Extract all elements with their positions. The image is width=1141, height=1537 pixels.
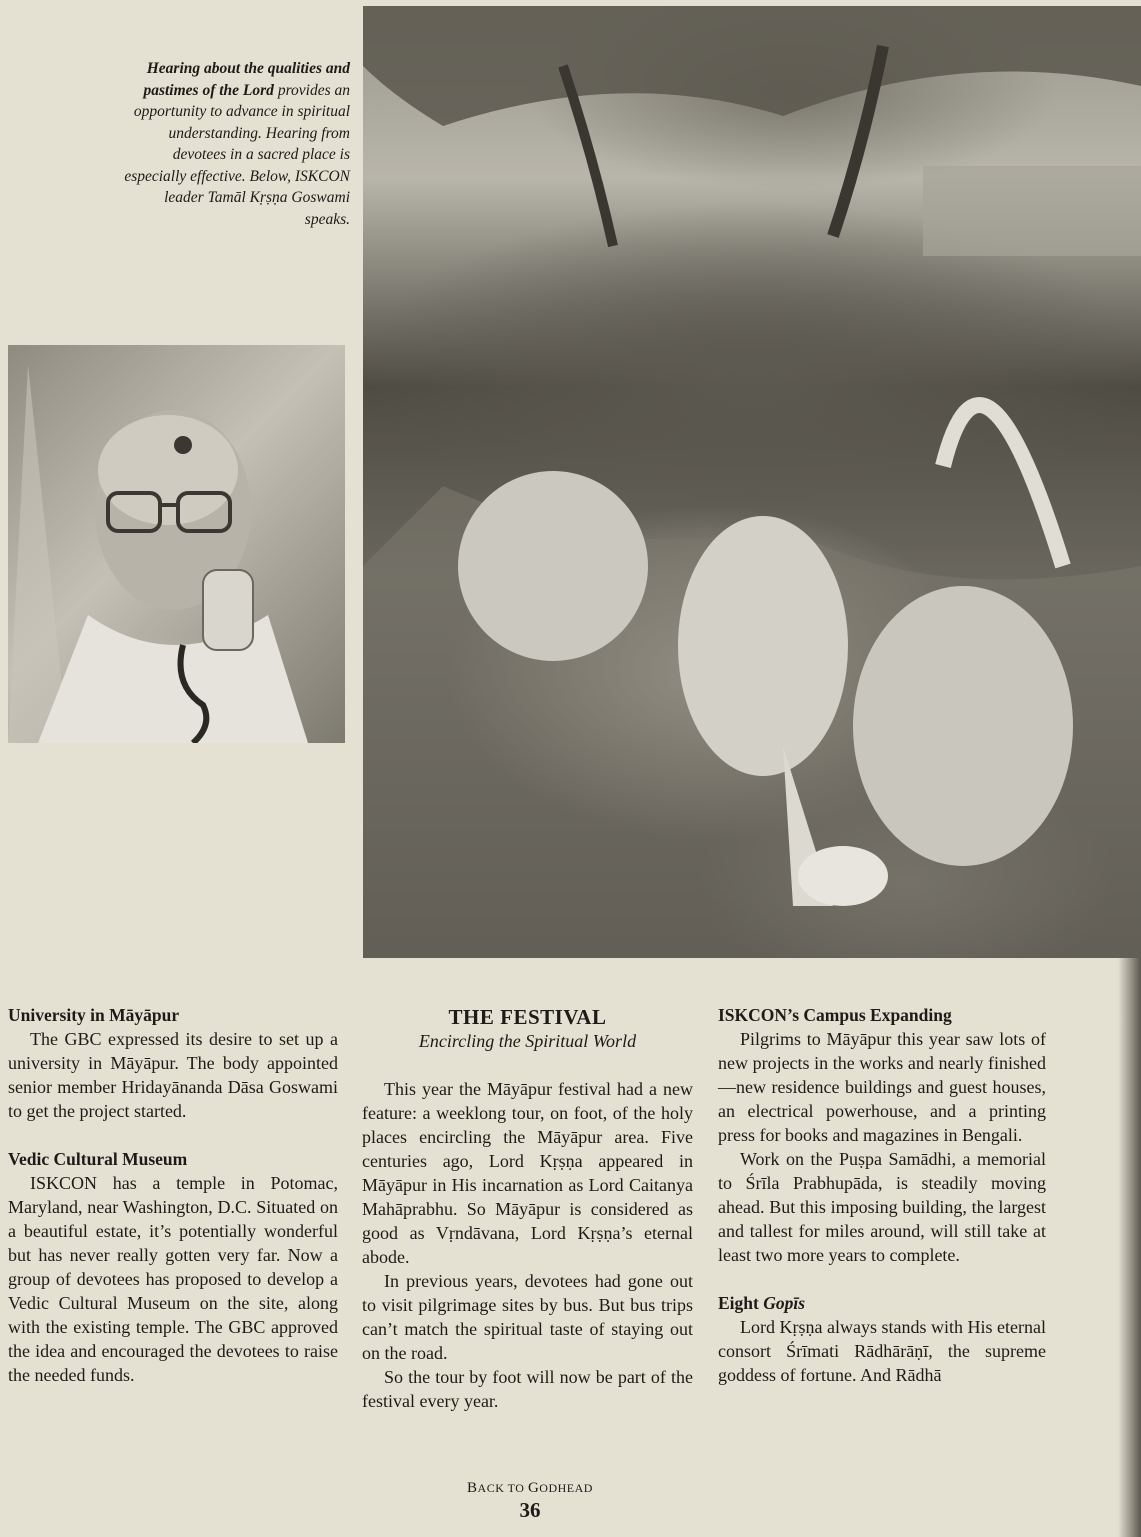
university-text: The GBC expressed its desire to set up a university in Māyāpur. The body appointed senior member Hridayānanda Dāsa Goswami to get the project started.	[8, 1029, 338, 1121]
festival-crowd-photo	[363, 6, 1141, 958]
heading-museum: Vedic Cultural Museum	[8, 1149, 188, 1169]
campus-paragraph-2: Work on the Puṣpa Samādhi, a memorial to Śrīla Prabhupāda, is steadily moving ahead. But this imposing building, the largest and tallest for miles around, will still take at least two more years to complete.	[718, 1149, 1046, 1265]
crowd-illustration	[363, 6, 1141, 958]
page-number: 36	[519, 1498, 541, 1522]
caption-text: provides an opportunity to advance in spiritual understanding. Hearing from devotees in a sacred place is especially effective. Below, ISKCON leader Tamāl Kṛṣṇa Goswami speaks.	[124, 81, 350, 228]
heading-campus: ISKCON’s Campus Expanding	[718, 1005, 952, 1025]
heading-university: University in Māyāpur	[8, 1005, 180, 1025]
portrait-illustration	[8, 345, 345, 743]
festival-paragraph-2: In previous years, devotees had gone out to visit pilgrimage sites by bus. But bus trips can’t match the spiritual taste of staying out on the road.	[362, 1271, 693, 1363]
footer-letter-2: G	[527, 1480, 540, 1496]
footer-small-1: ACK TO	[477, 1481, 528, 1495]
museum-text: ISKCON has a temple in Potomac, Maryland, near Washington, D.C. Situated on a beautiful estate, it’s potentially wonderful but has never really gotten very far. Now a group of devotees has proposed to develop a Vedic Cultural Museum on the site, along with the existing temple. The GBC approved the idea and encouraged the devotees to raise the needed funds.	[8, 1173, 338, 1385]
page-fold-shadow	[1118, 958, 1141, 1537]
footer-small-2: ODHEAD	[539, 1481, 593, 1495]
column-right	[718, 1003, 1046, 1387]
magazine-title	[0, 1478, 1060, 1498]
festival-paragraph-1: This year the Māyāpur festival had a new feature: a weeklong tour, on foot, of the holy places encircling the Māyāpur area. Five centuries ago, Lord Kṛṣṇa appeared in Māyāpur in His incarnation as Lord Caitanya Mahāprabhu. So Māyāpur is considered as good as Vṛndāvana, Lord Kṛṣṇa’s eternal abode.	[362, 1079, 693, 1267]
heading-gopis-em: Gopīs	[763, 1293, 806, 1313]
festival-title: THE FESTIVAL	[448, 1005, 607, 1029]
photo-caption	[120, 58, 350, 230]
speaker-portrait-photo	[8, 345, 345, 743]
festival-paragraph-3: So the tour by foot will now be part of the festival every year.	[362, 1367, 693, 1411]
footer-letter-1: B	[467, 1480, 478, 1496]
column-middle	[362, 1003, 693, 1413]
gopis-text: Lord Kṛṣṇa always stands with His eternal consort Śrīmati Rādhārāṇī, the supreme goddess of fortune. And Rādhā	[718, 1317, 1046, 1385]
page-footer	[0, 1478, 1060, 1522]
heading-gopis-pre: Eight	[718, 1293, 764, 1313]
festival-subtitle: Encircling the Spiritual World	[418, 1031, 637, 1051]
heading-gopis	[718, 1291, 1046, 1315]
caption-lead: Hearing about the qualities and pastimes of the Lord	[143, 60, 350, 99]
column-left	[8, 1003, 338, 1387]
campus-paragraph-1: Pilgrims to Māyāpur this year saw lots of new projects in the works and nearly finished—new residence buildings and guest houses, an electrical powerhouse, and a printing press for books and magazines in Bengali.	[718, 1029, 1046, 1145]
